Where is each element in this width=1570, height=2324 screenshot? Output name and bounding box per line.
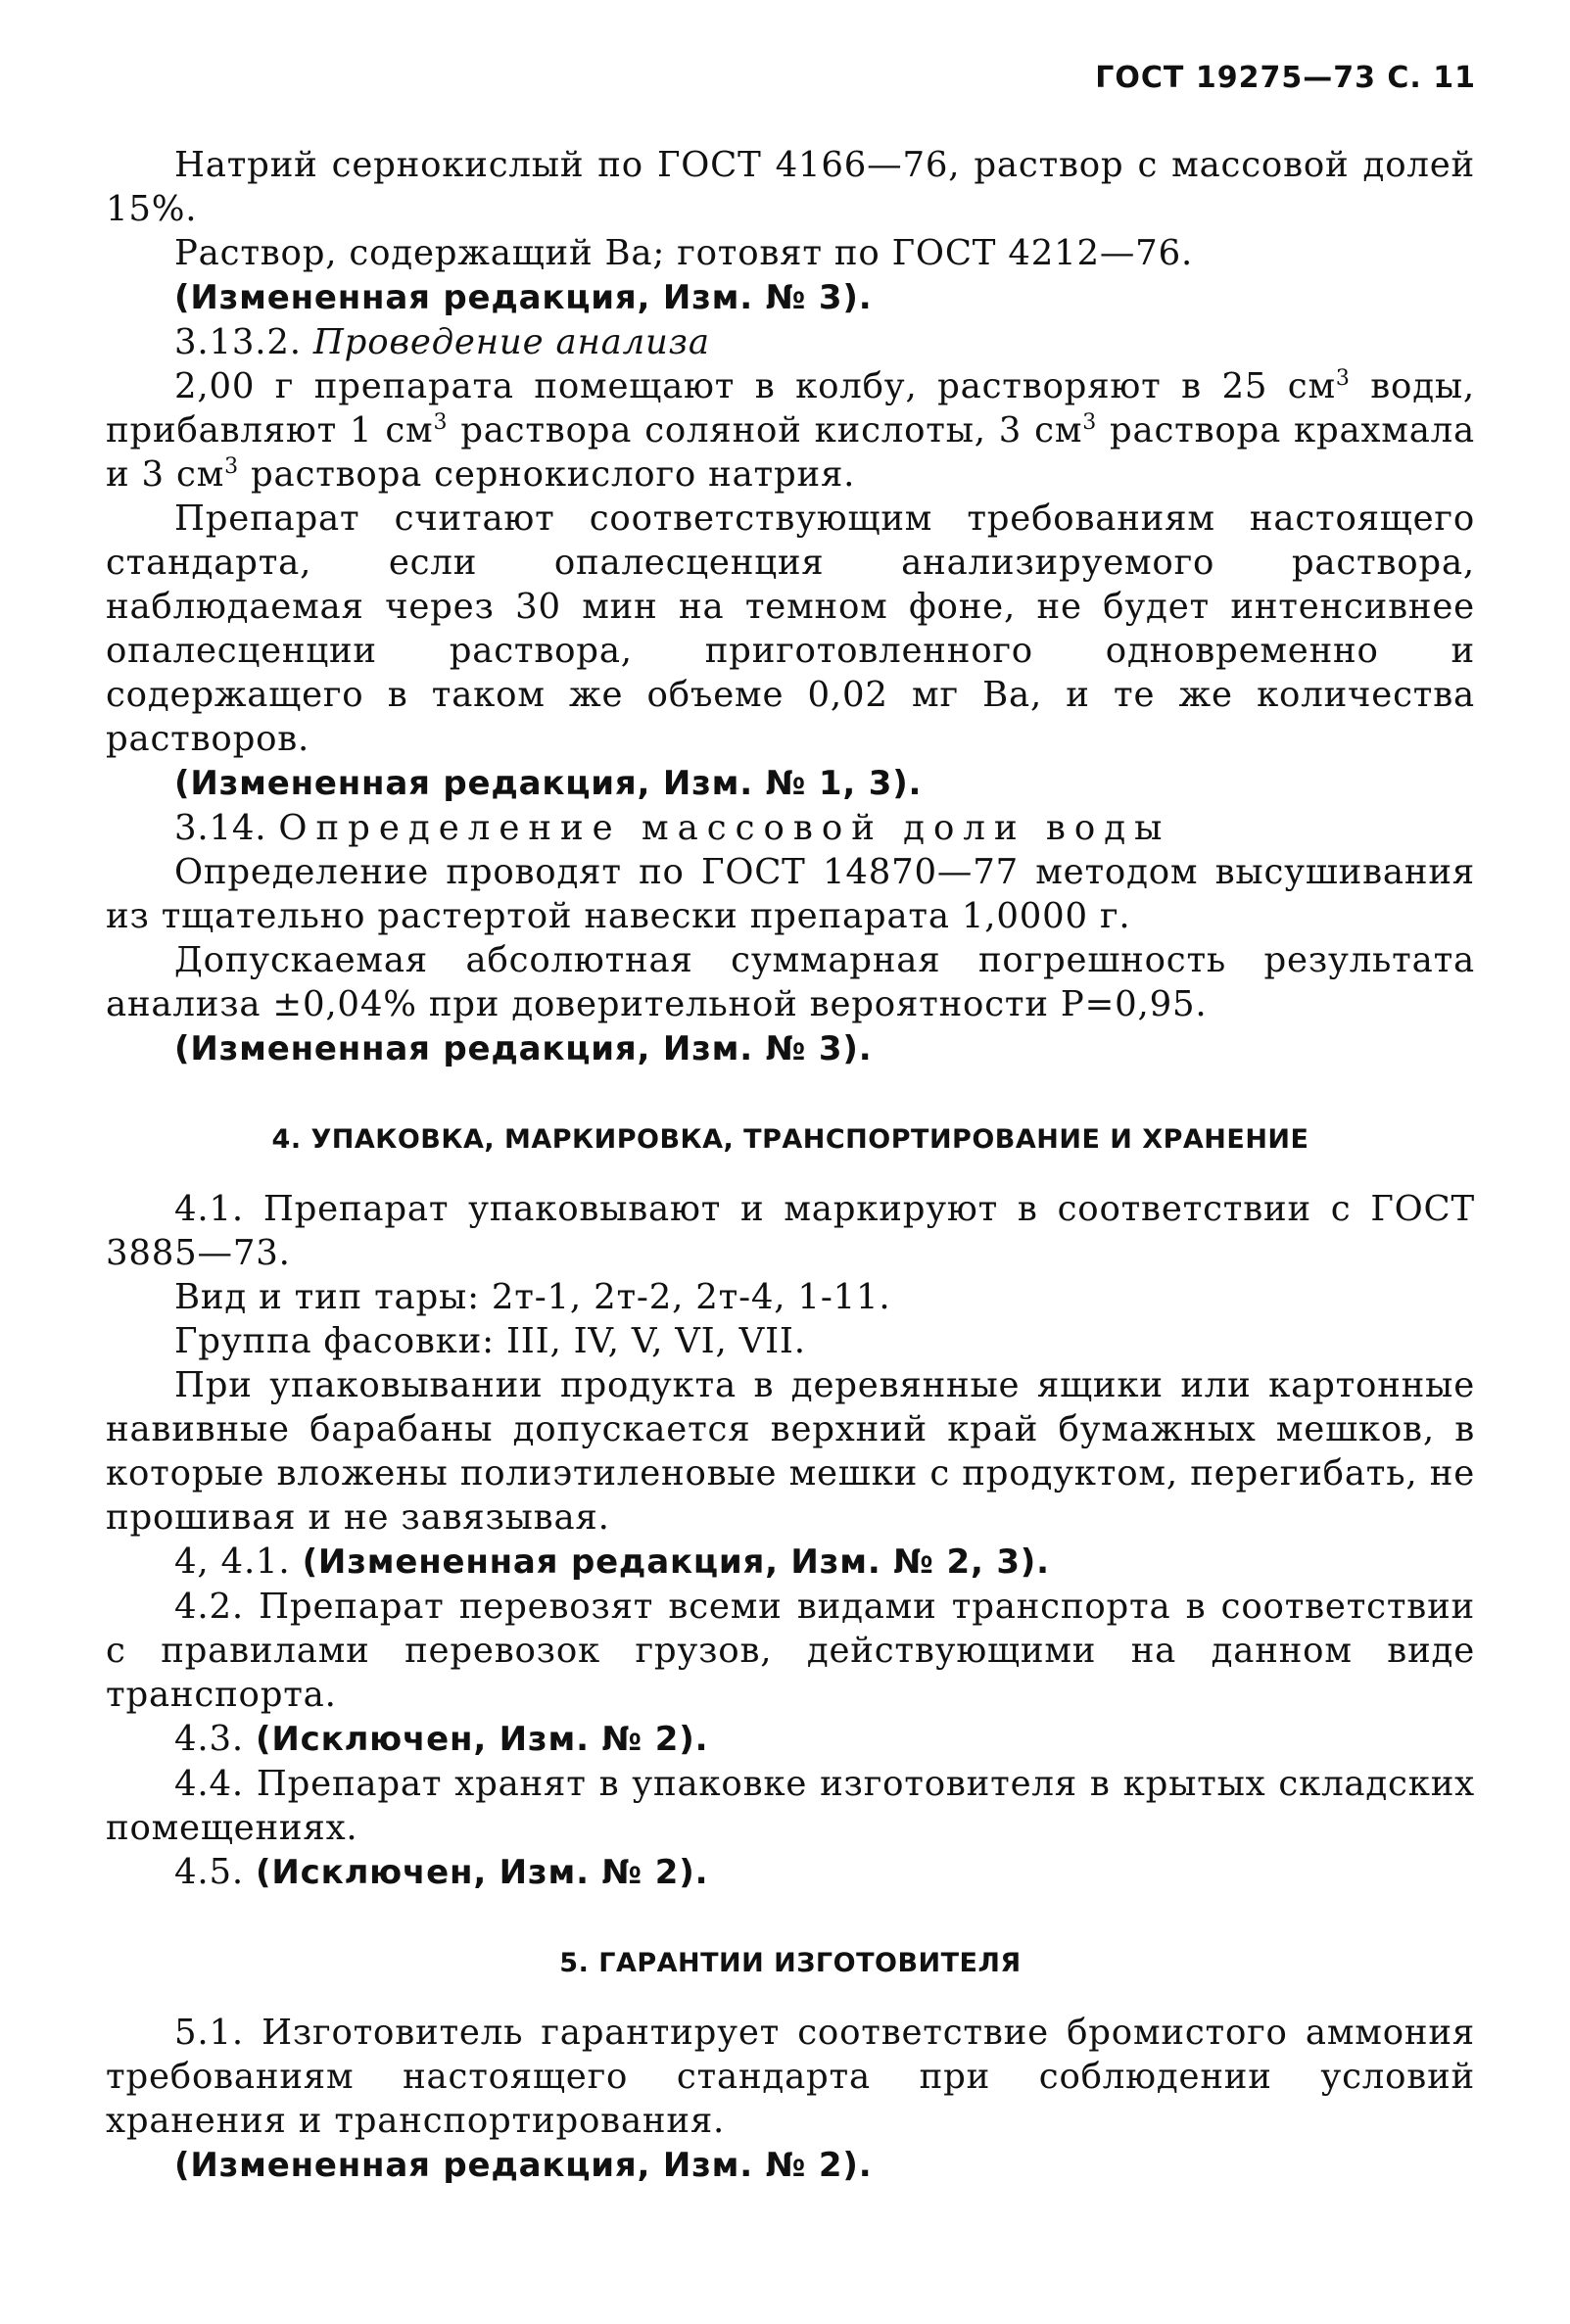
paragraph: 2,00 г препарата помещают в колбу, растворяют в 25 $см^3$ воды, прибавляют 1 $см^3$ раствора соляной кислоты, 3 $см^3$ раствора крахмала и 3 $см^3$ раствора сернокислого натрия.	[106, 366, 1475, 495]
amendment-note	[106, 2143, 1475, 2188]
section-5-title: 5. ГАРАНТИИ ИЗГОТОВИТЕЛЯ	[559, 1948, 1022, 1978]
clause-title: Определение массовой доли воды	[278, 808, 1171, 848]
amendment-note	[106, 1540, 1475, 1585]
amendment-note	[106, 761, 1475, 806]
paragraph: Натрий сернокислый по ГОСТ 4166—76, раствор с массовой долей 15%.	[106, 145, 1475, 229]
document-body	[106, 143, 1475, 2188]
amendment-note	[106, 1026, 1475, 1071]
paragraph: При упаковывании продукта в деревянные ящики или картонные навивные барабаны допускается верхний край бумажных мешков, в которые вложены полиэтиленовые мешки с продуктом, перегибать, не прошивая и не завязывая.	[106, 1365, 1475, 1538]
paragraph: Допускаемая абсолютная суммарная погрешность результата анализа ±0,04% при доверительной вероятности Р=0,95.	[106, 940, 1475, 1024]
clause-number: 4.3.	[174, 1719, 244, 1759]
amendment-note	[106, 1717, 1475, 1762]
clause-title: Проведение анализа	[312, 322, 710, 362]
paragraph: 4.1. Препарат упаковывают и маркируют в соответствии с ГОСТ 3885—73.	[106, 1189, 1475, 1273]
subclause-heading	[106, 320, 1475, 364]
amendment-note-text: (Измененная редакция, Изм. № 3).	[174, 1029, 873, 1068]
paragraph: Препарат считают соответствующим требованиям настоящего стандарта, если опалесценция анализируемого раствора, наблюдаемая через 30 мин на темном фоне, не будет интенсивнее опалесценции раствора, приготовленного одновременно и содержащего в таком же объеме 0,02 мг Ва, и те же количества растворов.	[106, 498, 1475, 759]
amendment-note	[106, 1850, 1475, 1895]
clause-number: 3.14.	[174, 808, 267, 848]
amendment-note-text: (Исключен, Изм. № 2).	[256, 1720, 709, 1759]
amendment-note-text: (Измененная редакция, Изм. № 1, 3).	[174, 764, 923, 803]
paragraph: Раствор, содержащий Ва; готовят по ГОСТ 4212—76.	[174, 233, 1194, 273]
clause-number: 3.13.2.	[174, 322, 302, 362]
clause-number: 4, 4.1.	[174, 1541, 291, 1582]
clause-heading	[106, 806, 1475, 850]
amendment-note-text: (Исключен, Изм. № 2).	[256, 1853, 709, 1892]
amendment-note-text: (Измененная редакция, Изм. № 2).	[174, 2146, 873, 2185]
paragraph: 4.4. Препарат хранят в упаковке изготовителя в крытых складских помещениях.	[106, 1764, 1475, 1848]
amendment-note-text: (Измененная редакция, Изм. № 2, 3).	[302, 1542, 1050, 1582]
amendment-note-text: (Измененная редакция, Изм. № 3).	[174, 278, 873, 317]
section-4-title: 4. УПАКОВКА, МАРКИРОВКА, ТРАНСПОРТИРОВАНИЕ И ХРАНЕНИЕ	[271, 1124, 1309, 1155]
paragraph: Определение проводят по ГОСТ 14870—77 методом высушивания из тщательно растертой навески препарата 1,0000 г.	[106, 852, 1475, 936]
clause-number: 4.5.	[174, 1852, 244, 1892]
amendment-note	[106, 275, 1475, 320]
paragraph: Группа фасовки: III, IV, V, VI, VII.	[174, 1321, 806, 1361]
running-head: ГОСТ 19275—73 С. 11	[1095, 61, 1476, 95]
paragraph: 5.1. Изготовитель гарантирует соответствие бромистого аммония требованиям настоящего стандарта при соблюдении условий хранения и транспортирования.	[106, 2013, 1475, 2141]
paragraph: 4.2. Препарат перевозят всеми видами транспорта в соответствии с правилами перевозок грузов, действующими на данном виде транспорта.	[106, 1587, 1475, 1715]
paragraph: Вид и тип тары: 2т-1, 2т-2, 2т-4, 1-11.	[174, 1277, 891, 1317]
